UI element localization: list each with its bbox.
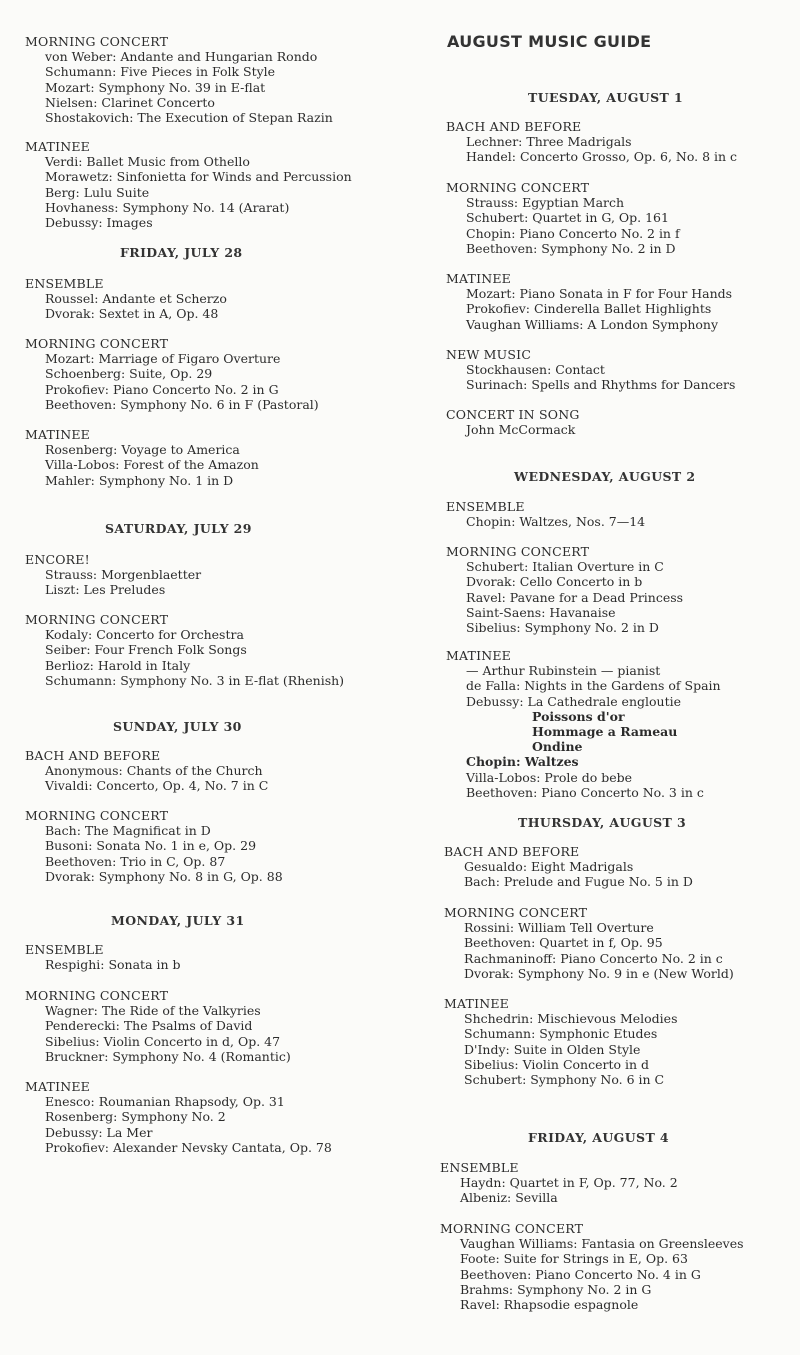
program-piece: Rosenberg: Symphony No. 2: [45, 1109, 226, 1125]
program-piece: Verdi: Ballet Music from Othello: [45, 154, 250, 170]
day-heading: SATURDAY, JULY 29: [105, 521, 252, 536]
program-block: [446, 347, 735, 393]
program-piece: Prokofiev: Piano Concerto No. 2 in G: [45, 381, 279, 397]
program-piece: Beethoven: Symphony No. 6 in F (Pastoral): [45, 396, 319, 412]
program-piece: Ravel: Pavane for a Dead Princess: [466, 589, 684, 605]
program-name: MORNING CONCERT: [25, 612, 169, 627]
program-piece: Rossini: William Tell Overture: [464, 920, 654, 936]
program-piece: Dvorak: Symphony No. 9 in e (New World): [464, 965, 734, 981]
program-piece: Chopin: Waltzes: [466, 754, 579, 770]
program-block: [446, 544, 683, 635]
program-piece: John McCormack: [466, 422, 576, 438]
program-piece: Surinach: Spells and Rhythms for Dancers: [466, 377, 736, 393]
program-piece: Seiber: Four French Folk Songs: [45, 642, 247, 658]
program-piece: Poissons d'or: [532, 708, 625, 724]
program-name: BACH AND BEFORE: [446, 119, 582, 134]
program-piece: Schubert: Italian Overture in C: [466, 559, 664, 575]
program-block: [446, 648, 721, 800]
program-piece: Dvorak: Cello Concerto in b: [466, 574, 643, 590]
program-name: MATINEE: [25, 427, 91, 442]
program-piece: Prokofiev: Cinderella Ballet Highlights: [466, 301, 712, 317]
program-name: BACH AND BEFORE: [444, 844, 580, 859]
program-piece: Shchedrin: Mischievous Melodies: [464, 1011, 678, 1027]
program-piece: Mozart: Piano Sonata in F for Four Hands: [466, 286, 733, 302]
program-piece: Berg: Lulu Suite: [45, 184, 150, 200]
program-name: MATINEE: [446, 271, 512, 286]
program-piece: Lechner: Three Madrigals: [466, 134, 632, 150]
program-piece: Schoenberg: Suite, Op. 29: [45, 366, 213, 382]
program-piece: Sibelius: Violin Concerto in d, Op. 47: [45, 1033, 281, 1049]
program-piece: Debussy: La Mer: [45, 1124, 153, 1140]
program-piece: Wagner: The Ride of the Valkyries: [45, 1003, 261, 1019]
program-piece: Saint-Saens: Havanaise: [466, 604, 616, 620]
program-piece: Anonymous: Chants of the Church: [45, 763, 263, 779]
program-block: [25, 612, 344, 688]
program-piece: Schumann: Symphony No. 3 in E-flat (Rhenish): [45, 672, 345, 688]
program-block: [25, 988, 291, 1064]
program-piece: Berlioz: Harold in Italy: [45, 657, 191, 673]
program-piece: Roussel: Andante et Scherzo: [45, 291, 227, 307]
program-name: ENSEMBLE: [446, 499, 525, 514]
program-piece: Gesualdo: Eight Madrigals: [464, 859, 634, 875]
program-block: [440, 1160, 678, 1206]
program-piece: Schumann: Symphonic Etudes: [464, 1026, 658, 1042]
program-piece: Foote: Suite for Strings in E, Op. 63: [460, 1251, 688, 1267]
program-piece: von Weber: Andante and Hungarian Rondo: [45, 49, 318, 65]
program-block: [444, 905, 734, 981]
program-piece: Vivaldi: Concerto, Op. 4, No. 7 in C: [45, 778, 269, 794]
program-piece: Vaughan Williams: A London Symphony: [466, 316, 719, 332]
program-piece: Beethoven: Piano Concerto No. 4 in G: [460, 1266, 701, 1282]
program-piece: Liszt: Les Preludes: [45, 582, 166, 598]
program-piece: Busoni: Sonata No. 1 in e, Op. 29: [45, 838, 257, 854]
program-block: [440, 1221, 744, 1312]
program-piece: Dvorak: Symphony No. 8 in G, Op. 88: [45, 868, 283, 884]
program-piece: Rachmaninoff: Piano Concerto No. 2 in c: [464, 950, 723, 966]
program-piece: Penderecki: The Psalms of David: [45, 1018, 253, 1034]
program-name: MORNING CONCERT: [446, 544, 590, 559]
program-piece: Respighi: Sonata in b: [45, 957, 181, 973]
program-piece: Mozart: Symphony No. 39 in E-flat: [45, 79, 266, 95]
program-piece: — Arthur Rubinstein — pianist: [466, 663, 661, 679]
program-piece: Morawetz: Sinfonietta for Winds and Percussion: [45, 169, 352, 185]
program-piece: Handel: Concerto Grosso, Op. 6, No. 8 in c: [466, 149, 738, 165]
program-name: MORNING CONCERT: [25, 336, 169, 351]
program-block: [25, 139, 352, 230]
program-block: [25, 808, 283, 884]
program-piece: Prokofiev: Alexander Nevsky Cantata, Op. 78: [45, 1139, 332, 1155]
program-piece: Strauss: Morgenblaetter: [45, 567, 202, 583]
program-piece: Albeniz: Sevilla: [460, 1190, 558, 1206]
program-block: [444, 996, 678, 1087]
program-piece: Chopin: Waltzes, Nos. 7—14: [466, 514, 646, 530]
program-piece: Chopin: Piano Concerto No. 2 in f: [466, 225, 680, 241]
program-piece: Beethoven: Quartet in f, Op. 95: [464, 935, 663, 951]
program-piece: Nielsen: Clarinet Concerto: [45, 94, 215, 110]
program-piece: Sibelius: Violin Concerto in d: [464, 1056, 650, 1072]
program-piece: Hommage a Rameau: [532, 724, 678, 740]
program-name: MORNING CONCERT: [444, 905, 588, 920]
program-name: CONCERT IN SONG: [446, 407, 580, 422]
program-name: MORNING CONCERT: [25, 34, 169, 49]
program-block: [446, 499, 645, 529]
program-name: MORNING CONCERT: [25, 988, 169, 1003]
program-piece: Shostakovich: The Execution of Stepan Razin: [45, 110, 333, 126]
program-piece: Dvorak: Sextet in A, Op. 48: [45, 306, 219, 322]
program-block: [446, 119, 737, 165]
program-piece: Enesco: Roumanian Rhapsody, Op. 31: [45, 1094, 285, 1110]
program-piece: Schubert: Quartet in G, Op. 161: [466, 210, 669, 226]
program-piece: Sibelius: Symphony No. 2 in D: [466, 620, 659, 636]
program-piece: Bach: The Magnificat in D: [45, 823, 211, 839]
program-block: [25, 552, 201, 598]
program-block: [446, 180, 680, 256]
program-piece: Kodaly: Concerto for Orchestra: [45, 627, 244, 643]
program-name: ENSEMBLE: [440, 1160, 519, 1175]
program-piece: Schubert: Symphony No. 6 in C: [464, 1072, 665, 1088]
program-block: [25, 942, 181, 972]
program-name: MORNING CONCERT: [446, 180, 590, 195]
program-piece: Mozart: Marriage of Figaro Overture: [45, 351, 281, 367]
program-piece: D'Indy: Suite in Olden Style: [464, 1041, 641, 1057]
program-piece: Villa-Lobos: Forest of the Amazon: [45, 457, 259, 473]
program-name: MORNING CONCERT: [440, 1221, 584, 1236]
program-name: NEW MUSIC: [446, 347, 532, 362]
program-name: BACH AND BEFORE: [25, 748, 161, 763]
program-piece: Rosenberg: Voyage to America: [45, 442, 240, 458]
program-piece: Beethoven: Piano Concerto No. 3 in c: [466, 784, 704, 800]
program-name: MATINEE: [25, 139, 91, 154]
day-heading: TUESDAY, AUGUST 1: [528, 90, 684, 105]
program-name: MATINEE: [446, 648, 512, 663]
program-piece: Debussy: La Cathedrale engloutie: [466, 693, 682, 709]
guide-title: AUGUST MUSIC GUIDE: [447, 32, 652, 51]
program-block: [25, 748, 268, 794]
day-heading: WEDNESDAY, AUGUST 2: [514, 469, 696, 484]
program-name: MORNING CONCERT: [25, 808, 169, 823]
program-piece: Beethoven: Symphony No. 2 in D: [466, 240, 676, 256]
program-block: [25, 276, 227, 322]
program-piece: Bach: Prelude and Fugue No. 5 in D: [464, 874, 693, 890]
day-heading: FRIDAY, AUGUST 4: [528, 1130, 669, 1145]
day-heading: FRIDAY, JULY 28: [120, 245, 243, 260]
program-piece: Beethoven: Trio in C, Op. 87: [45, 853, 226, 869]
program-name: ENCORE!: [25, 552, 90, 567]
program-piece: Debussy: Images: [45, 215, 153, 231]
program-piece: Villa-Lobos: Prole do bebe: [466, 769, 633, 785]
program-piece: Vaughan Williams: Fantasia on Greensleeves: [460, 1236, 744, 1252]
day-heading: SUNDAY, JULY 30: [113, 719, 242, 734]
program-block: [25, 427, 259, 488]
program-piece: Haydn: Quartet in F, Op. 77, No. 2: [460, 1175, 678, 1191]
program-block: [25, 34, 333, 125]
program-name: MATINEE: [444, 996, 510, 1011]
program-block: [444, 844, 693, 890]
program-name: MATINEE: [25, 1079, 91, 1094]
program-name: ENSEMBLE: [25, 276, 104, 291]
program-block: [446, 271, 732, 332]
day-heading: MONDAY, JULY 31: [111, 913, 245, 928]
program-piece: Strauss: Egyptian March: [466, 195, 625, 211]
program-block: [25, 336, 319, 412]
program-piece: Mahler: Symphony No. 1 in D: [45, 472, 234, 488]
program-piece: Bruckner: Symphony No. 4 (Romantic): [45, 1048, 291, 1064]
program-piece: Schumann: Five Pieces in Folk Style: [45, 64, 276, 80]
program-name: ENSEMBLE: [25, 942, 104, 957]
program-piece: Brahms: Symphony No. 2 in G: [460, 1281, 652, 1297]
program-piece: Hovhaness: Symphony No. 14 (Ararat): [45, 199, 290, 215]
program-block: [25, 1079, 332, 1155]
program-block: [446, 407, 580, 437]
day-heading: THURSDAY, AUGUST 3: [518, 815, 687, 830]
program-piece: Ravel: Rhapsodie espagnole: [460, 1297, 639, 1313]
program-piece: de Falla: Nights in the Gardens of Spain: [466, 678, 721, 694]
program-piece: Ondine: [532, 739, 583, 755]
program-piece: Stockhausen: Contact: [466, 362, 605, 378]
